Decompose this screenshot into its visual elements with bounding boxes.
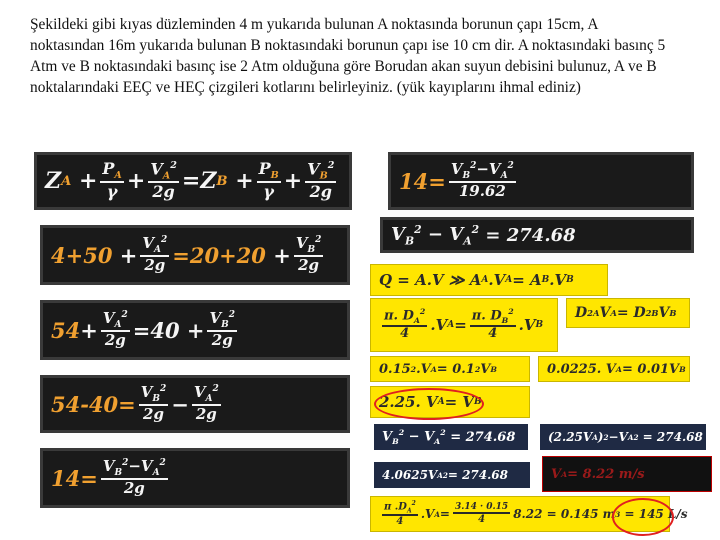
- equation-substituted: 4+50 + $\frac{V_A^2}{2g}$ =20+20 + $\frac{V_B^2}{2g}$: [40, 225, 350, 285]
- diameter-substituted: 0.15 2 .V A = 0.1 2 V B: [370, 356, 530, 382]
- velocity-difference-restated: $V_B^2 - V_A^2$ = 274.68: [374, 424, 528, 450]
- velocity-difference-fraction: 14= $\frac{V_B^2-V_A^2}{19.62}$: [388, 152, 694, 210]
- velocity-difference-value: $V_B^2 - V_A^2$ = 274.68: [380, 217, 694, 253]
- diameter-computed: 0.0225. V A = 0.01V B: [538, 356, 690, 382]
- equation-simplified: 54 + $\frac{V_A^2}{2g}$ =40 + $\frac{V_B^2}{2g}$: [40, 300, 350, 360]
- velocity-result: V A = 8.22 m/s: [542, 456, 712, 492]
- velocity-substituted: (2.25V A ) 2 −V A 2 = 274.68: [540, 424, 706, 450]
- highlight-ellipse: [374, 388, 484, 420]
- continuity-equation: Q = A.V ≫ A A .V A = A B .V B: [370, 264, 608, 296]
- flow-rate-equation: $\frac{\pi .D_A^2}{4}$ .V A = $\frac{3.14 \cdot 0.15}{4}$ 8.22 = 0.145 m 3 = 145 L/s: [370, 496, 670, 532]
- equation-rearranged: 54-40= $\frac{V_B^2}{2g}$ − $\frac{V_A^2}{2g}$: [40, 375, 350, 433]
- diameter-equation: D 2 A V A = D 2 B V B: [566, 298, 690, 328]
- area-equation: $\frac{\pi. D_A^2}{4}$ .V A = $\frac{\pi. D_B^2}{4}$ .V B: [370, 298, 558, 352]
- bernoulli-equation: Z A + $\frac{P_A}{\gamma}$ + $\frac{V_A^2}{2g}$ = Z B + $\frac{P_B}{\gamma}$ + $\frac{V_B^2}{2g}$: [34, 152, 352, 210]
- problem-text: Şekildeki gibi kıyas düzleminden 4 m yukarıda bulunan A noktasında borunun çapı 15cm, A noktasından 16m yukarıda bulunan B noktasındaki borunun çapı ise 10 cm dir. A noktasındaki basınç 5 Atm ve B noktasındaki basınç ise 2 Atm olduğuna göre Borudan akan suyun debisini bulunuz, A ve B noktalarındaki EEÇ ve HEÇ çizgileri kotlarını belirleyiniz. (yük kayıplarını ihmal ediniz): [30, 16, 666, 96]
- velocity-relation: 2.25. V A = V B: [370, 386, 530, 418]
- velocity-squared-result: 4.0625V A 2 = 274.68: [374, 462, 530, 488]
- result-highlight-ellipse: [612, 498, 674, 536]
- equation-result: 14= $\frac{V_B^2-V_A^2}{2g}$: [40, 448, 350, 508]
